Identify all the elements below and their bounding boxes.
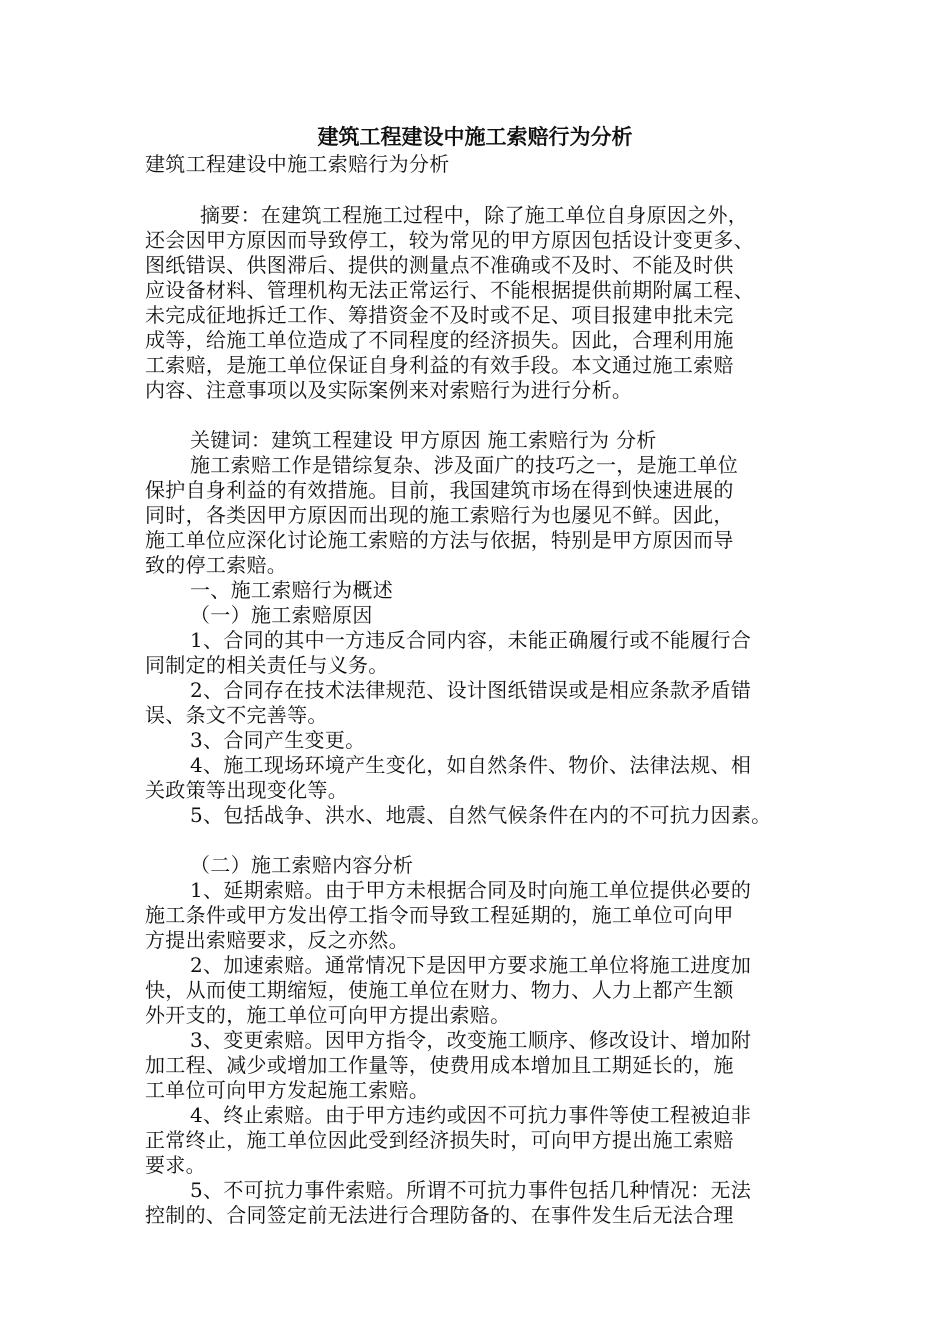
list-item-line: 3、合同产生变更。 — [190, 728, 366, 752]
list-item-line: 4、终止索赔。由于甲方违约或因不可抗力事件等使工程被迫非 — [190, 1103, 752, 1127]
text-line: 建筑工程建设中施工索赔行为分析 — [145, 152, 450, 176]
body-paragraph-line: 同时，各类因甲方原因而出现的施工索赔行为也屡见不鲜。因此， — [145, 503, 734, 527]
list-item-line: 1、延期索赔。由于甲方未根据合同及时向施工单位提供必要的 — [190, 878, 752, 902]
list-item-line: 1、合同的其中一方违反合同内容，未能正确履行或不能履行合 — [190, 628, 752, 652]
list-item-line: 要求。 — [145, 1153, 206, 1177]
subsection-heading: （一）施工索赔原因 — [190, 603, 373, 627]
abstract-paragraph-line: 应设备材料、管理机构无法正常运行、不能根据提供前期附属工程、 — [145, 278, 754, 302]
abstract-paragraph-line: 内容、注意事项以及实际案例来对索赔行为进行分析。 — [145, 378, 633, 402]
list-item-line: 控制的、合同签定前无法进行合理防备的、在事件发生后无法合理 — [145, 1203, 734, 1227]
keywords-line: 关键词：建筑工程建设 甲方原因 施工索赔行为 分析 — [190, 428, 657, 452]
list-item-line: 方提出索赔要求，反之亦然。 — [145, 928, 409, 952]
document-title: 建筑工程建设中施工索赔行为分析 — [317, 124, 633, 149]
list-item-line: 施工条件或甲方发出停工指令而导致工程延期的，施工单位可向甲 — [145, 903, 734, 927]
body-paragraph-line: 保护自身利益的有效措施。目前，我国建筑市场在得到快速进展的 — [145, 478, 734, 502]
abstract-paragraph-line: 工索赔，是施工单位保证自身利益的有效手段。本文通过施工索赔 — [145, 353, 734, 377]
abstract-paragraph-line: 成等，给施工单位造成了不同程度的经济损失。因此，合理利用施 — [145, 328, 734, 352]
list-item-line: 工单位可向甲方发起施工索赔。 — [145, 1078, 430, 1102]
list-item-line: 外开支的，施工单位可向甲方提出索赔。 — [145, 1003, 511, 1027]
body-paragraph-line: 施工单位应深化讨论施工索赔的方法与依据，特别是甲方原因而导 — [145, 528, 734, 552]
list-item-line: 4、施工现场环境产生变化，如自然条件、物价、法律法规、相 — [190, 753, 752, 777]
section-heading: 一、施工索赔行为概述 — [190, 578, 393, 602]
list-item-line: 3、变更索赔。因甲方指令，改变施工顺序、修改设计、增加附 — [190, 1028, 752, 1052]
list-item-line: 2、合同存在技术法律规范、设计图纸错误或是相应条款矛盾错 — [190, 678, 752, 702]
list-item-line: 误、条文不完善等。 — [145, 703, 328, 727]
list-item-line: 5、不可抗力事件索赔。所谓不可抗力事件包括几种情况：无法 — [190, 1178, 752, 1202]
list-item-line: 正常终止，施工单位因此受到经济损失时，可向甲方提出施工索赔 — [145, 1128, 734, 1152]
list-item-line: 2、加速索赔。通常情况下是因甲方要求施工单位将施工进度加 — [190, 953, 752, 977]
subsection-heading: （二）施工索赔内容分析 — [190, 853, 414, 877]
abstract-paragraph-line: 未完成征地拆迁工作、筹措资金不及时或不足、项目报建申批未完 — [145, 303, 734, 327]
list-item-line: 5、包括战争、洪水、地震、自然气候条件在内的不可抗力因素。 — [190, 803, 772, 827]
abstract-paragraph-line: 图纸错误、供图滞后、提供的测量点不准确或不及时、不能及时供 — [145, 253, 734, 277]
body-paragraph-line: 致的停工索赔。 — [145, 553, 288, 577]
body-paragraph-line: 施工索赔工作是错综复杂、涉及面广的技巧之一，是施工单位 — [190, 453, 739, 477]
list-item-line: 同制定的相关责任与义务。 — [145, 653, 389, 677]
abstract-paragraph-line: 摘要：在建筑工程施工过程中，除了施工单位自身原因之外， — [200, 203, 749, 227]
list-item-line: 加工程、减少或增加工作量等，使费用成本增加且工期延长的，施 — [145, 1053, 734, 1077]
abstract-paragraph-line: 还会因甲方原因而导致停工，较为常见的甲方原因包括设计变更多、 — [145, 228, 754, 252]
list-item-line: 关政策等出现变化等。 — [145, 778, 348, 802]
list-item-line: 快，从而使工期缩短，使施工单位在财力、物力、人力上都产生额 — [145, 978, 734, 1002]
